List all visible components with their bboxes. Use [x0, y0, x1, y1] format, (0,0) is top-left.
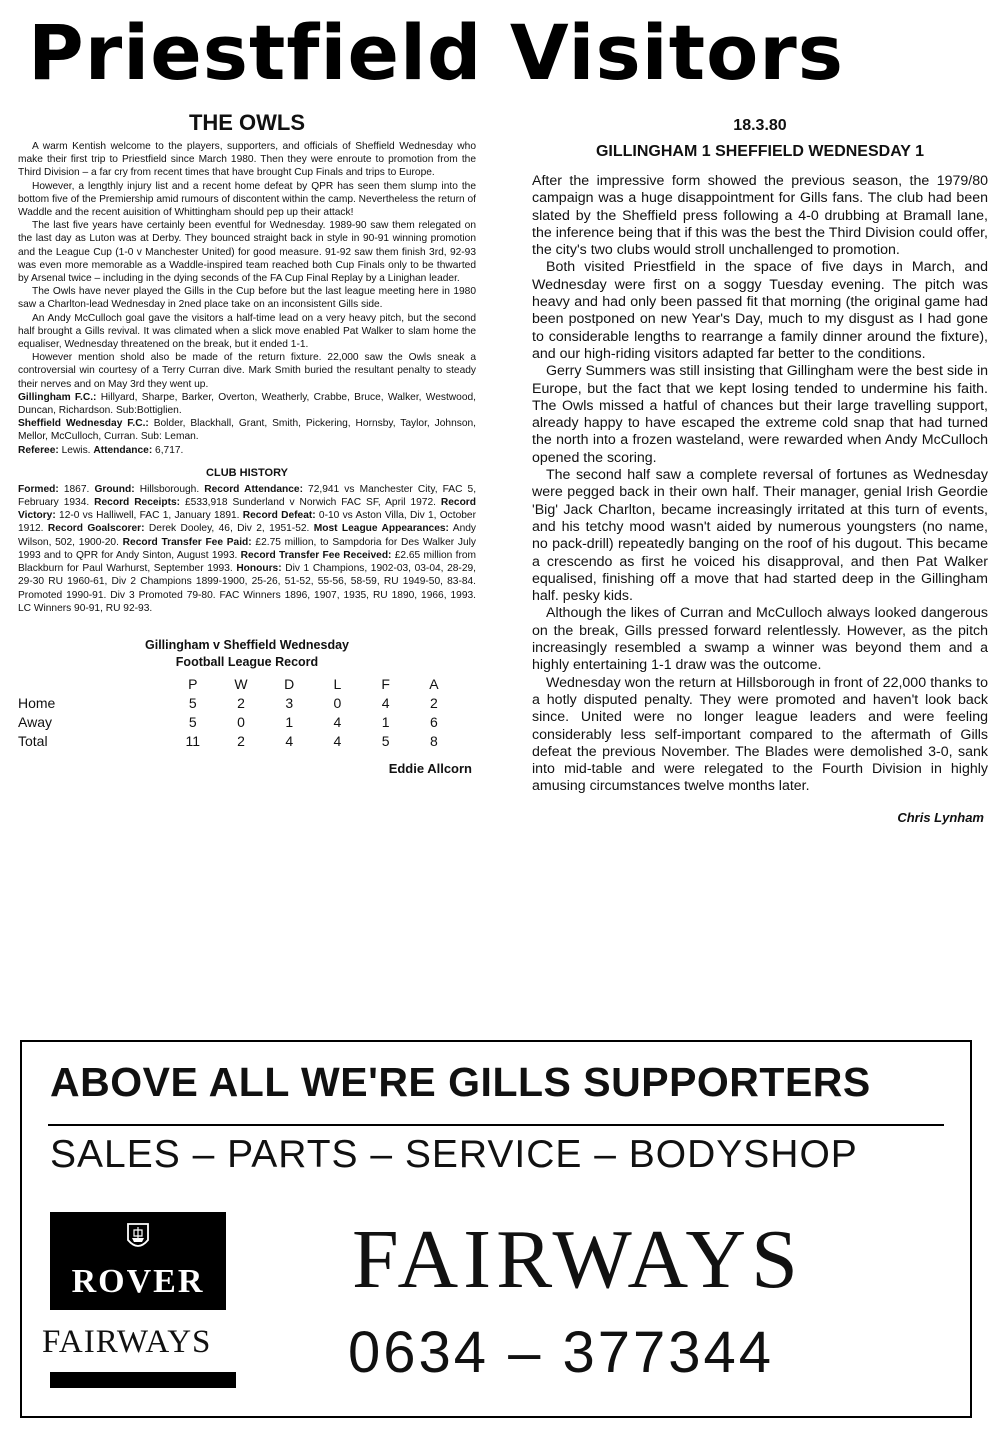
table-header: D — [284, 675, 295, 692]
history-text: 0-10 vs Aston Villa, Div 1, October 1912. — [18, 510, 476, 535]
rover-dealer-name: FAIRWAYS — [42, 1324, 212, 1360]
table-header: F — [381, 675, 390, 692]
table-cell: 4 — [285, 732, 294, 749]
history-label: Record Victory: — [18, 497, 476, 522]
table-cell: 0 — [237, 713, 245, 730]
history-label: Ground: — [94, 483, 135, 495]
history-label: Record Transfer Fee Paid: — [122, 536, 252, 548]
league-record-table — [18, 675, 458, 751]
history-text: 72,941 vs Manchester City, FAC 5, February 1934. — [18, 483, 477, 509]
lineup-label: Gillingham F.C.: — [18, 391, 97, 403]
lineup-text: Bolder, Blackhall, Grant, Smith, Pickering, Hornsby, Taylor, Johnson, Mellor, McCulloch, Curran. Sub: Leman. — [18, 418, 476, 443]
paragraph: After the impressive form showed the previous season, the 1979/80 campaign was a huge disappointment for Gills fans. The club had been slated by the Sheffield press following a 4-0 drubbing at Bramall lane, the inference being that if this was the best the Third Division could offer, the city's two clubs would stroll unchallenged to promotion. — [532, 173, 988, 259]
table-cell: 4 — [333, 732, 342, 749]
right-column — [532, 115, 988, 825]
league-record-title — [18, 637, 476, 671]
row-label: Away — [18, 713, 52, 730]
paragraph: However mention shold also be made of the return fixture. 22,000 saw the Owls sneak a controversial win courtesy of a Terry Curran dive. Mark Smith buried the resultant penalty to steady their nerves and on May 3rd they went up. — [18, 352, 476, 390]
lineup-sheffield — [18, 417, 476, 443]
club-history — [18, 483, 476, 615]
table-cell: 5 — [188, 713, 197, 730]
paragraph: Gerry Summers was still insisting that Gillingham were the best side in Europe, but the fact that we kept losing tended to undermine his faith. The Owls missed a hatful of chances but their large travelling support, already happy to have escaped the extreme cold snap that had turned the north into a frozen wasteland, were rewarded when Andy McCulloch opened the scoring. — [532, 363, 988, 466]
table-header-blank — [18, 675, 169, 694]
league-record-title-line: Gillingham v Sheffield Wednesday — [145, 637, 349, 652]
history-text: £2.75 million, to Sampdoria for Des Walker July 1993 and to QPR for Andy Sinton, August 1993. — [18, 536, 476, 561]
paragraph: The last five years have certainly been eventful for Wednesday. 1989-90 saw them relegated on the last day as Luton was at Derby. They bounced straight back in style in 90-91 winning promotion and the League Cup (1-0 v Manchester United) for good measure. 91-92 saw them finish 3rd, 92-93 was even more memorable as a Waddle-inspired team reached both Cup Finals only to be thwarted by Arsenal twice – including in the dying seconds of the FA Cup Final Replay by a Linighan leader. — [18, 220, 476, 285]
table-cell: 1 — [381, 713, 390, 730]
history-label: Formed: — [18, 483, 59, 495]
history-label: Record Transfer Fee Received: — [240, 549, 392, 561]
table-row — [18, 713, 458, 732]
table-cell: 11 — [185, 732, 201, 749]
history-text: Derek Dooley, 46, Div 2, 1951-52. — [144, 523, 314, 535]
paragraph: However, a lengthly injury list and a recent home defeat by QPR has seen them slump into the bottom five of the Premiership amid rumours of discontent within the camp. Nevertheless the return of Waddle and the recent auisition of Whittingham should pep up their attack! — [18, 180, 476, 219]
referee-label: Referee: — [18, 444, 59, 456]
author-byline: Chris Lynham — [897, 809, 984, 825]
history-label: Honours: — [236, 563, 282, 575]
advert-services: SALES – PARTS – SERVICE – BODYSHOP — [50, 1133, 858, 1176]
table-header: L — [333, 675, 342, 692]
lineup-gillingham — [18, 391, 476, 417]
table-row — [18, 694, 458, 713]
paragraph: An Andy McCulloch goal gave the visitors a half-time lead on a very heavy pitch, but the second half brought a Gills revival. It was climated when a slick move enabled Pat Walker to slam home the equaliser, Wednesday threatened on the break, but it ended 1-1. — [18, 312, 476, 351]
table-header: A — [429, 675, 439, 692]
decorative-bar — [50, 1372, 236, 1388]
history-text: Div 1 Champions, 1902-03, 03-04, 28-29, 29-30 RU 1960-61, Div 2 Champions 1899-1900, 25-26, 51-52, 55-56, 58-59, RU 1949-50, 83-84. Promoted 1990-91. Div 3 Promoted 79-80. FAC Winners 1896, 1907, 1935, RU 1890, 1966, 1993. LC Winners 90-91, RU 92-93. — [18, 563, 476, 614]
table-row — [18, 732, 458, 751]
section-title: THE OWLS — [188, 110, 306, 135]
history-text: Andy Wilson, 502, 1900-20. — [18, 523, 476, 548]
paragraph: The Owls have never played the Gills in the Cup before but the last league meeting here in 1980 saw a Charlton-lead Wednesday in 2ned place take on an inconsistent Gills side. — [18, 286, 476, 311]
referee-attendance — [18, 444, 476, 457]
table-cell: 2 — [237, 732, 245, 749]
owls-article — [18, 140, 476, 457]
company-name: FAIRWAYS — [352, 1213, 803, 1306]
table-header: P — [188, 675, 198, 692]
row-label: Total — [18, 732, 48, 749]
table-header-row — [18, 675, 458, 694]
author-byline: Eddie Allcorn — [388, 760, 472, 776]
history-text: 1867. — [58, 483, 95, 495]
fairways-advert — [20, 1040, 972, 1418]
attendance-label: Attendance: — [93, 444, 153, 456]
table-cell: 4 — [381, 694, 390, 711]
table-cell: 6 — [429, 713, 438, 730]
left-column — [18, 110, 476, 776]
history-text: £533,918 Sunderland v Norwich FAC SF, April 1972. — [180, 497, 441, 509]
table-cell: 3 — [285, 694, 294, 711]
history-label: Record Attendance: — [204, 483, 303, 495]
paragraph: The second half saw a complete reversal of fortunes as Wednesday were pegged back in their own half. Their manager, genial Irish Geordie 'Big' Jack Charlton, became increasingly irritated at this turn of events, and his tetchy mood wasn't aided by numerous youngsters (no name, no pack-drill) repeatedly banging on the roof of his dugout. This became a crescendo as first he voiced his disapproval, and then Pat Walker equalised, finishing off a move that had started deep in the Gillingham half. pesky kids. — [532, 467, 988, 605]
table-cell: 5 — [188, 694, 197, 711]
paragraph: Although the likes of Curran and McCulloch always looked dangerous on the break, Gills pressed forward relentlessly. However, as the pitch increasingly resembled a swamp a winner was beyond them and a highly entertaining 1-1 draw was the outcome. — [532, 605, 988, 674]
lineup-label: Sheffield Wednesday F.C.: — [18, 418, 149, 430]
table-cell: 2 — [237, 694, 245, 711]
history-text: £2.65 million from Blackburn for Paul Warhurst, September 1993. — [18, 549, 476, 575]
history-label: Most League Appearances: — [313, 523, 449, 535]
paragraph: A warm Kentish welcome to the players, supporters, and officials of Sheffield Wednesday who make their first trip to Priestfield since March 1980. Then they were enroute to promotion from the Third Division – a far cry from recent times that have brought Cup Finals and trips to Europe. — [18, 141, 476, 179]
rover-logo — [50, 1212, 226, 1310]
phone-number: 0634 – 377344 — [348, 1320, 775, 1385]
referee-value: Lewis. — [58, 444, 91, 456]
table-cell: 4 — [333, 713, 342, 730]
match-result-title: GILLINGHAM 1 SHEFFIELD WEDNESDAY 1 — [595, 143, 925, 160]
paragraph: Both visited Priestfield in the space of five days in March, and Wednesday were first on a soggy Tuesday evening. The pitch was heavy and had only been passed fit that morning (the original game had been postponed on new Year's Day, much to my disgust as I had gone to considerable lengths to rearrange a family dinner around the fixture), and our high-riding visitors adapted far better to the conditions. — [532, 259, 988, 362]
history-text: Hillsborough. — [134, 483, 205, 495]
match-date: 18.3.80 — [733, 117, 787, 134]
table-header: W — [234, 675, 248, 692]
paragraph: Wednesday won the return at Hillsborough in front of 22,000 thanks to a hotly disputed penalty. They were promoted and haven't look back since. United were no longer league leaders and were feeling considerably less self-important compared to the aftermath of Gills defeat the previous November. The Blades were demolished 3-0, sank into mid-table and were relegated to the Fourth Division in highly amusing circumstances twelve months later. — [532, 674, 988, 795]
attendance-value: 6,717. — [152, 444, 184, 456]
table-cell: 2 — [429, 694, 438, 711]
row-label: Home — [18, 694, 56, 711]
history-label: Record Defeat: — [242, 510, 316, 522]
history-label: Record Goalscorer: — [47, 523, 145, 535]
table-cell: 8 — [429, 732, 438, 749]
masthead-title: Priestfield Visitors — [28, 8, 844, 97]
history-text: 12-0 vs Halliwell, FAC 1, January 1891. — [55, 510, 243, 522]
history-label: Record Receipts: — [94, 497, 181, 509]
rover-wordmark: ROVER — [71, 1263, 205, 1300]
league-record-title-line: Football League Record — [175, 654, 319, 669]
viking-ship-badge-icon — [126, 1222, 150, 1252]
lineup-text: Hillyard, Sharpe, Barker, Overton, Weatherly, Crabbe, Bruce, Walker, Westwood, Duncan, Richardson. Sub:Bottiglien. — [18, 391, 476, 417]
club-history-title: CLUB HISTORY — [206, 466, 288, 479]
table-cell: 5 — [381, 732, 390, 749]
table-cell: 0 — [333, 694, 342, 711]
advert-headline: ABOVE ALL WE'RE GILLS SUPPORTERS — [50, 1059, 871, 1105]
advert-divider — [48, 1124, 944, 1126]
table-cell: 1 — [285, 713, 294, 730]
